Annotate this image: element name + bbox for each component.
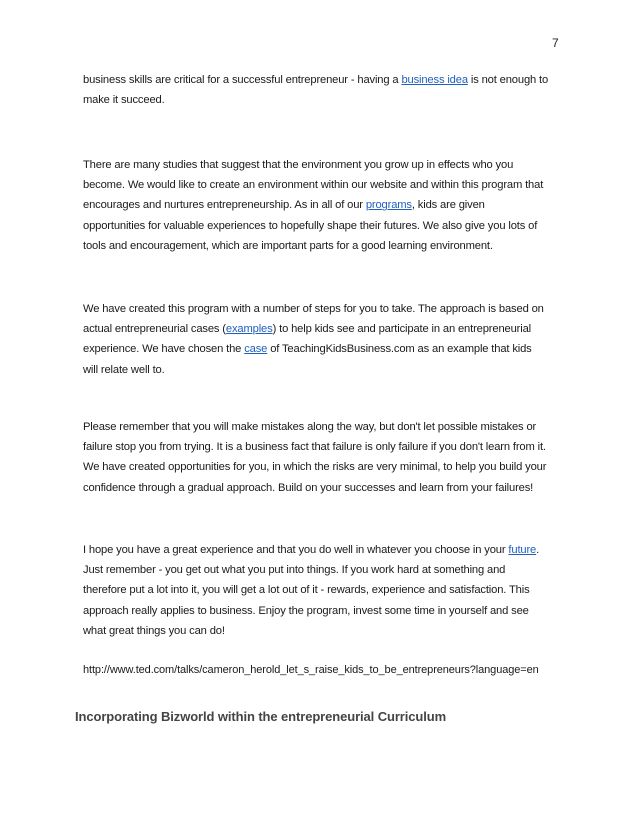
business-idea-link[interactable]: business idea (401, 74, 468, 86)
section-heading: Incorporating Bizworld within the entrepreneurial Curriculum (75, 709, 447, 724)
text-line: therefore put a lot into it, you will get a lot out of it - rewards, experience and satisfaction. This (83, 584, 530, 597)
paragraph-1 (83, 70, 565, 110)
text-line: make it succeed. (83, 94, 165, 107)
paragraph-5 (83, 540, 565, 641)
text-line: confidence through a gradual approach. Build on your successes and learn from your failures! (83, 481, 534, 494)
text-line: tools and encouragement, which are important parts for a good learning environment. (83, 239, 493, 252)
text-line: become. We would like to create an environment within our website and within this program that (83, 179, 544, 192)
text-line: experience. We have chosen the case of TeachingKidsBusiness.com as an example that kids (83, 343, 532, 356)
paragraph-4 (83, 417, 565, 498)
case-link[interactable]: case (244, 343, 268, 356)
text-line: encourages and nurtures entrepreneurship. As in all of our programs, kids are given (83, 199, 485, 212)
examples-link[interactable]: examples (225, 323, 273, 336)
paragraph-3 (83, 299, 565, 380)
text-line: We have created opportunities for you, in which the risks are very minimal, to help you build your (83, 461, 547, 474)
paragraph-2 (83, 155, 565, 256)
text-line: I hope you have a great experience and that you do well in whatever you choose in your future. (83, 544, 540, 556)
text-line: opportunities for valuable experiences to hopefully shape their futures. We also give you lots of (83, 219, 538, 232)
text-line: There are many studies that suggest that the environment you grow up in effects who you (83, 159, 514, 171)
text-line: approach really applies to business. Enjoy the program, invest some time in yourself and see (83, 604, 529, 617)
text-line: We have created this program with a number of steps for you to take. The approach is based on (83, 303, 544, 315)
text-line: actual entrepreneurial cases (examples) to help kids see and participate in an entrepreneurial (83, 323, 531, 336)
text-line: business skills are critical for a successful entrepreneur - having a business idea is not enough to (83, 74, 549, 86)
text-line: Just remember - you get out what you put into things. If you work hard at something and (83, 564, 506, 577)
programs-link[interactable]: programs (365, 199, 412, 212)
text-line: Please remember that you will make mistakes along the way, but don't let possible mistakes or (83, 421, 537, 433)
text-line: failure stop you from trying. It is a business fact that failure is only failure if you don't learn from it. (83, 441, 546, 454)
future-link[interactable]: future (508, 544, 537, 556)
text-line: what great things you can do! (83, 624, 225, 637)
ted-talk-url: http://www.ted.com/talks/cameron_herold_let_s_raise_kids_to_be_entrepreneurs?language=en (83, 664, 539, 676)
text-line: will relate well to. (83, 363, 165, 376)
page-number: 7 (552, 36, 559, 50)
